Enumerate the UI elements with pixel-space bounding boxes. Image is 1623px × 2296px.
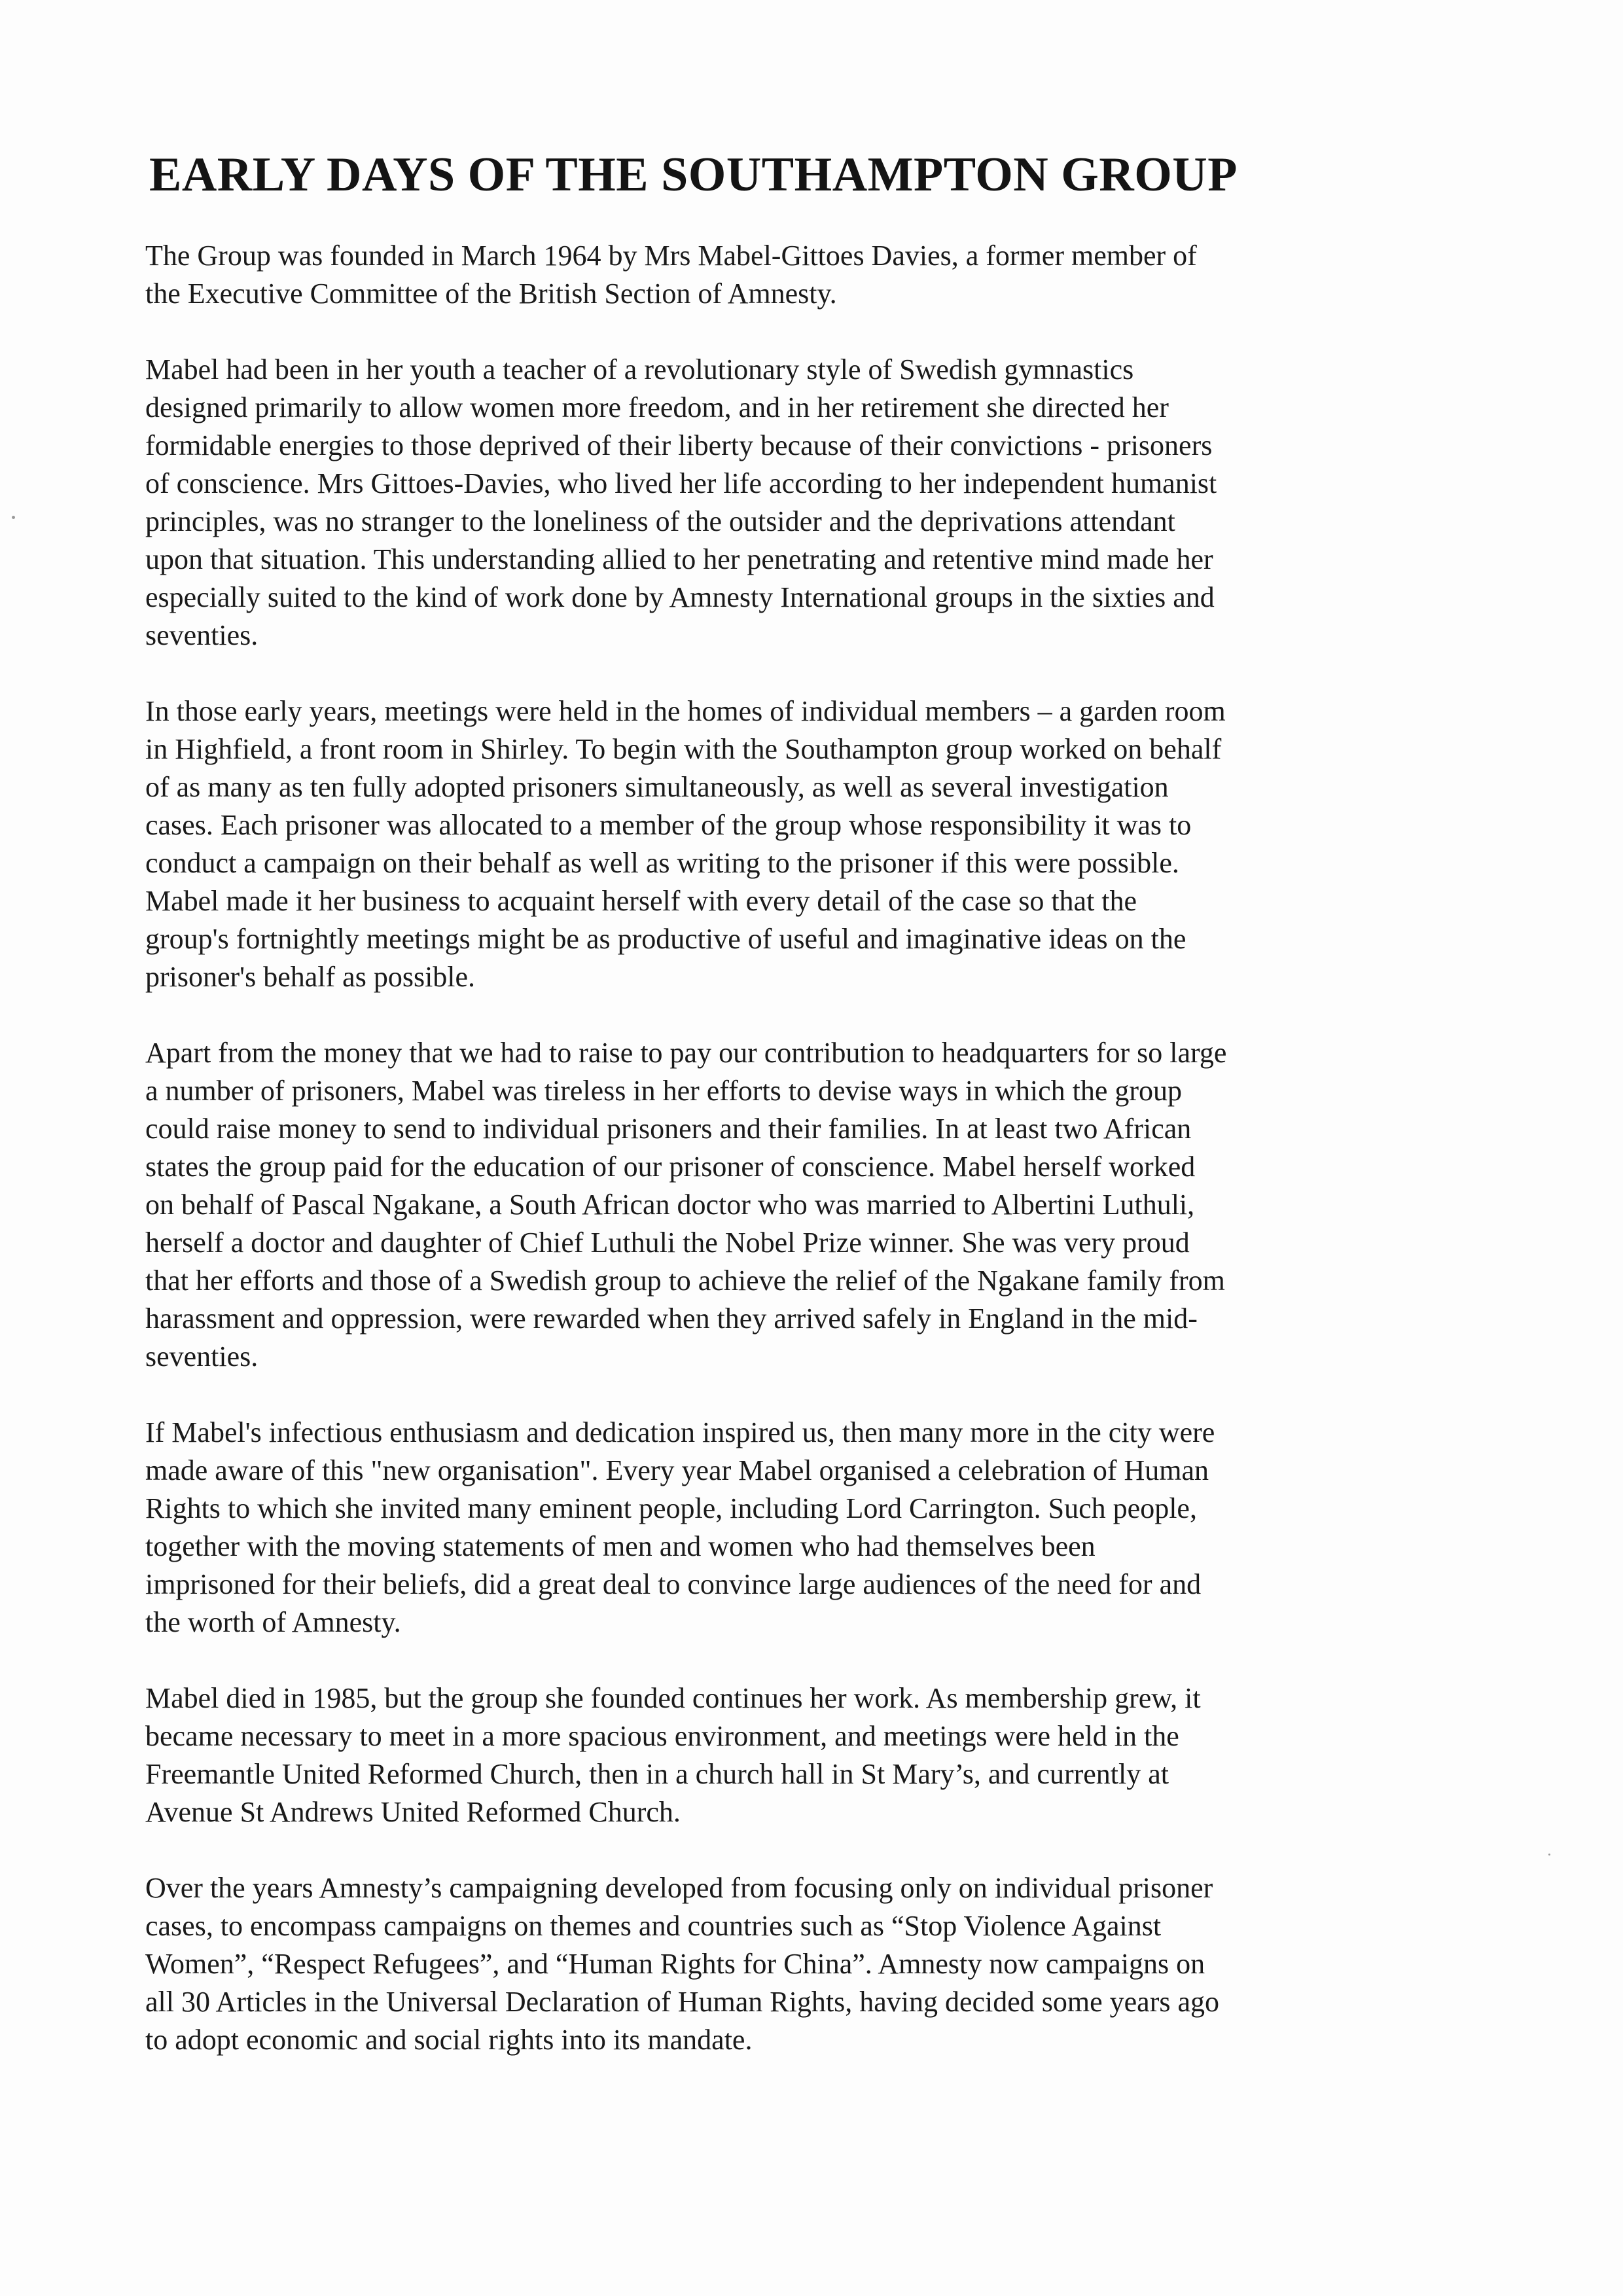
paragraph-campaigning: Over the years Amnesty’s campaigning developed from focusing only on individual prisoner cases, to encompass campaigns on themes and countries such as “Stop Violence Against Women”, “Respect Refugees”, and “Human Rights for China”. Amnesty now campaigns on all 30 Articles in the Universal Declaration of Human Rights, having decided some years ago to adopt economic and social rights into its mandate. xyxy=(145,1872,1219,2056)
document-title: EARLY DAYS OF THE SOUTHAMPTON GROUP xyxy=(149,148,1238,202)
scan-speck xyxy=(1548,1854,1550,1856)
document-body xyxy=(145,237,1376,2097)
paragraph-human-rights-celebration: If Mabel's infectious enthusiasm and dedication inspired us, then many more in the city were made aware of this "new organisation". Every year Mabel organised a celebration of Human Rights to which she invited many eminent people, including Lord Carrington. Such people, together with the moving statements of men and women who had themselves been imprisoned for their beliefs, did a great deal to convince large audiences of the need for and the worth of Amnesty. xyxy=(145,1416,1215,1638)
paragraph-early-years: In those early years, meetings were held in the homes of individual members – a garden room in Highfield, a front room in Shirley. To begin with the Southampton group worked on behalf of as many as ten fully adopted prisoners simultaneously, as well as several investigation cases. Each prisoner was allocated to a member of the group whose responsibility it was to conduct a campaign on their behalf as well as writing to the prisoner if this were possible. Mabel made it her business to acquaint herself with every detail of the case so that the group's fortnightly meetings might be as productive of useful and imaginative ideas on the prisoner's behalf as possible. xyxy=(145,695,1226,993)
scan-speck xyxy=(12,516,15,519)
paragraph-meeting-places: Mabel died in 1985, but the group she founded continues her work. As membership grew, it became necessary to meet in a more spacious environment, and meetings were held in the Freemantle United Reformed Church, then in a church hall in St Mary’s, and currently at Avenue St Andrews United Reformed Church. xyxy=(145,1682,1201,1828)
paragraph-fundraising: Apart from the money that we had to raise to pay our contribution to headquarters for so large a number of prisoners, Mabel was tireless in her efforts to devise ways in which the group could raise money to send to individual prisoners and their families. In at least two African states the group paid for the education of our prisoner of conscience. Mabel herself worked on behalf of Pascal Ngakane, a South African doctor who was married to Albertini Luthuli, herself a doctor and daughter of Chief Luthuli the Nobel Prize winner. She was very proud that her efforts and those of a Swedish group to achieve the relief of the Ngakane family from harassment and oppression, were rewarded when they arrived safely in England in the mid- seventies. xyxy=(145,1037,1227,1372)
paragraph-founding: The Group was founded in March 1964 by Mrs Mabel-Gittoes Davies, a former member of the Executive Committee of the British Section of Amnesty. xyxy=(145,240,1197,310)
paragraph-mabel-background: Mabel had been in her youth a teacher of a revolutionary style of Swedish gymnastics designed primarily to allow women more freedom, and in her retirement she directed her formidable energies to those deprived of their liberty because of their convictions - prisoners of conscience. Mrs Gittoes-Davies, who lived her life according to her independent humanist principles, was no stranger to the loneliness of the outsider and the deprivations attendant upon that situation. This understanding allied to her penetrating and retentive mind made her especially suited to the kind of work done by Amnesty International groups in the sixties and seventies. xyxy=(145,353,1217,651)
